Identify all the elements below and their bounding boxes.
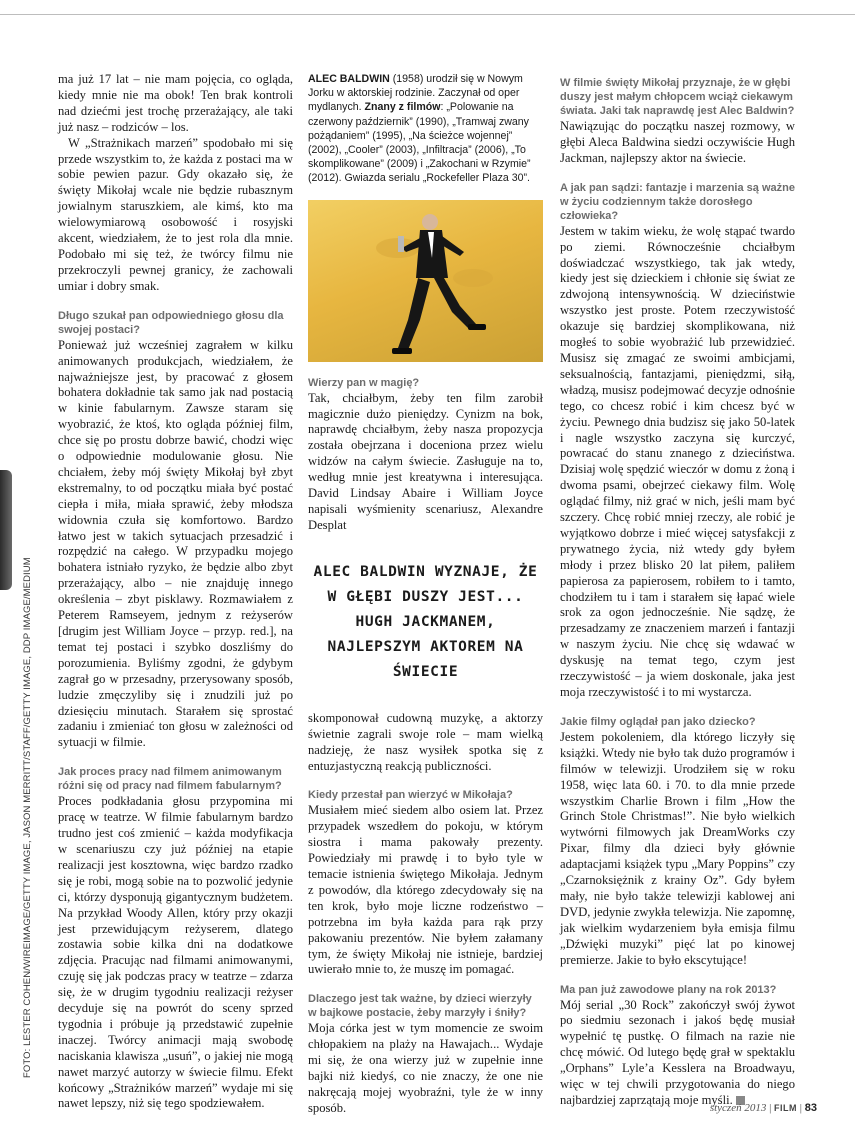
edge-photo-fragment (0, 470, 12, 590)
award-photo (308, 200, 543, 362)
col2-question-2: Kiedy przestał pan wierzyć w Mikołaja? (308, 789, 513, 802)
page-footer (710, 1102, 817, 1114)
col2-answer-1-continued: skomponował cudowną muzykę, a aktorzy świetnie zagrali swoje role – mam wielką nadzieję, że nasz wysiłek spotka się z entuzjastyczną reakcją publiczności. (308, 710, 543, 773)
col2-question-1: Wierzy pan w magię? (308, 376, 420, 389)
col1-paragraph-2: W „Strażnikach marzeń” spodobało mi się przede wszystkim to, że każda z postaci ma w sobie pewien pazur. Gdy okazało się, że święty Mikołaj wcale nie będzie rubasznym jowialnym staruszkiem, ale kimś, kto ma wielowymiarową osobowość i rosyjski akcent, wiedziałem, że to jest rola dla mnie. Podobało mi się też, że twórcy filmu nie przekroczyli pewnej granicy, że zachowali umiar i dobry smak. (58, 135, 293, 293)
col3-answer-1: Nawiązując do początku naszej rozmowy, w głębi Aleca Baldwina siedzi oczywiście Hugh Jackman, najlepszy aktor na świecie. (560, 119, 795, 165)
pull-quote: ALEC BALDWIN WYZNAJE, ŻE W GŁĘBI DUSZY JEST... HUGH JACKMANEM, NAJLEPSZYM AKTOREM NA ŚWIECIE (313, 563, 538, 680)
col2-question-3: Dlaczego jest tak ważne, by dzieci wierzyły w bajkowe postacie, żeby marzyły i śniły? (308, 993, 532, 1020)
bio-box (308, 72, 543, 186)
col1-answer-1: Ponieważ już wcześniej zagrałem w kilku animowanych produkcjach, wiedziałem, że najważniejsze jest, by pracować z głosem bohatera dokładnie tak samo jak nad postacią w kinie fabularnym. Zawsze staram się wyobrazić, że ktoś, kto ogląda później film, chce się po prostu dobrze bawić, chodzi więc o odpowiednie modulowanie głosu. Nie chciałem, żeby mój święty Mikołaj był zbyt ekstremalny, to od początku miała być postać ciepła i miła, miała sprawić, żeby młodsza widownia czuła się komfortowo. Bardzo łatwo jest w takich sytuacjach przesadzić i rozpędzić na całego. W przypadku mojego bohatera istniało ryzyko, że będzie albo zbyt przerażający, albo – nie znajduję innego określenia – zbyt pisklawy. Rozmawiałem z Peterem Ramseyem, jednym z reżyserów [drugim jest William Joyce – przyp. red.], na temat tej postaci i szybko doszliśmy do porozumienia. Byliśmy zgodni, że gdybym zagrał go w przesadny, przerysowany sposób, ludzie zmęczyliby się i znudzili już po dziesięciu minutach. Starałem się sprostać zadaniu i zmieniać ton głosu w zależności od sytuacji w filmie. (58, 337, 293, 750)
footer-issue-date: styczeń 2013 (709, 1102, 767, 1114)
col1-paragraph-1: ma już 17 lat – nie mam pojęcia, co ogląda, kiedy mnie nie ma obok! Ten brak kontroli nad dziećmi jest trochę przerażający, ale taki już nasz – rodziców – los. (58, 72, 293, 134)
col3-answer-4 (560, 998, 795, 1109)
col2-answer-3: Moja córka jest w tym momencie ze swoim chłopakiem na plaży na Hawajach... Wydaje mi się, że ona wierzy już w zupełnie inne bajki niż kiedyś, co nie znaczy, że one nie nakręcają mojej wyobraźni, tyle że w inny sposób. (308, 1021, 543, 1115)
bio-filmography: : „Polowanie na czerwony październik” (1990), „Tramwaj zwany pożądaniem” (1995), „Na ścieżce wojennej” (2002), „Cooler” (2003), „Infiltracja” (2006), „To skomplikowane” (2009) i „Zakochani w Rzymie” (2012). Gwiazda serialu „Rockefeller Plaza 30”. (308, 101, 531, 185)
top-rule (0, 14, 855, 15)
col3-answer-2: Jestem w takim wieku, że wolę stąpać twardo po ziemi. Równocześnie chciałbym doświadczać wszystkiego, tak jak wtedy, kiedy jest się dzieckiem i chłonie się świat ze zdwojoną intensywnością. W dzieciństwie wszystko jest proste. Potem rzeczywistość okazuje się bardziej skomplikowana, niż mogłeś to sobie wyobrażić lub przewidzieć. Musisz się zmagać ze swoimi ambicjami, seksualnością, fantazjami, pieniędzmi, siłą, władzą, musisz podejmować decyzje odnośnie tego, co chcesz robić i kim chcesz być w życiu. Pewnego dnia budzisz się jako 50-latek i nagle wszystko zaczyna się kurczyć, powracać do stanu znanego z dzieciństwa. Dzisiaj wolę spędzić wieczór w domu z żoną i dwoma psami, obejrzeć ciekawy film. Wolę oglądać filmy, niż grać w nich, jeśli mam być szczery. Chcę robić mniej rzeczy, ale robić je wyjątkowo dobrze i mieć więcej satysfakcji z prywatnego życia, niż wtedy gdy byłem młody i przez blisko 20 lat piłem, paliłem papierosa za papierosem, robiłem to i tamto, chodziłem tu i tam i starałem się łapać wiele srok za ogon jednocześnie. Nie sądzę, że przesadzamy ze znaczeniem marzeń i fantazji w naszym życiu. Nie chcę się wdawać w dyskusję na temat tego, czym jest rzeczywistość – ja wiem doskonale, jaka jest moja rzeczywistość i to mi wystarcza. (560, 223, 795, 699)
col2-answer-2: Musiałem mieć siedem albo osiem lat. Przez przypadek wszedłem do pokoju, w którym siostra i mama pakowały prezenty. Powiedziały mi prawdę i to było tyle w temacie istnienia świętego Mikołaja. Jednym z powodów, dla którego zdecydowały się na ten krok, było moje liczne rodzeństwo – potrzebna im była każda para rąk przy pakowaniu prezentów. Nie byłem załamany tym, że święty Mikołaj nie istnieje, bardziej uwierało mnie to, że muszę im pomagać. (308, 803, 543, 977)
column-3 (560, 72, 795, 1109)
footer-separator-2: | (797, 1102, 805, 1114)
footer-separator-1: | (766, 1102, 775, 1114)
col1-question-2: Jak proces pracy nad filmem animowanym różni się od pracy nad filmem fabularnym? (58, 766, 282, 793)
column-1 (58, 72, 293, 1112)
col1-answer-2: Proces podkładania głosu przypomina mi pracę w teatrze. W filmie fabularnym bardzo trudno jest coś zmienić – każda modyfikacja w scenariuszu czy już później na etapie realizacji jest kosztowna, więc bardzo rzadko się je robi, mogą sobie na to pozwolić jedynie ci, którzy dysponują gigantycznym budżetem. Na przykład Woody Allen, który przy okazji jest przewidującym reżyserem, dlatego zostawia sobie kilka dni na dodatkowe zdjęcia. Pracując nad filmami animowanymi, czuję się jak podczas pracy w teatrze – zdarza się, że w drugim tygodniu realizacji reżyser decyduje się na powrót do sceny sprzed tygodnia i próbuje ją przedstawić zupełnie inaczej. Twórcy animacji mają swobodę naciskania klawisza „usuń”, o jakiej nie mogą nawet marzyć autorzy w świecie filmu. Efekt końcowy „Strażników marzeń” wydaje mi się nawet lepszy, niż się tego spodziewałem. (58, 794, 293, 1111)
col3-answer-3: Jestem pokoleniem, dla którego liczyły się książki. Wtedy nie było tak dużo programów i filmów w telewizji. Urodziłem się w roku 1958, więc lata 60. i 70. to dla mnie przede wszystkim Charlie Brown i film „How the Grinch Stole Christmas!”. Nie było wielkich wytwórni filmowych jak DreamWorks czy Pixar, filmy dla dzieci były głównie adaptacjami książek typu „Mary Poppins” czy „Czarnoksiężnik z krainy Oz”. Gdy byłem mały, nie było także telewizji kablowej ani DVD, jedynie zwykła telewizja. Nie zapomnę, jak wielkim wydarzeniem była emisja filmu „Dźwięki muzyki” pięć lat po kinowej premierze. Jakie to było ekscytujące! (560, 729, 795, 967)
actor-with-award-photo (368, 208, 498, 360)
col3-question-3: Jakie filmy oglądał pan jako dziecko? (560, 715, 756, 728)
col2-answer-1: Tak, chciałbym, żeby ten film zarobił magicznie dużo pieniędzy. Cynizm na bok, naprawdę chciałbym, żeby nasza propozycja została obejrzana i doceniona przez wielu widzów na całym świecie. Zasługuje na to, według mnie jest kreatywna i interesująca. David Lindsay Abaire i William Joyce napisali wyśmienity scenariusz, Alexandre Desplat (308, 390, 543, 532)
photo-credit: FOTO: LESTER COHEN/WIREIMAGE/GETTY IMAGE, JASON MERRITT/STAFF/GETTY IMAGE, DDP IMAGE/MEDIUM (22, 557, 33, 1078)
col3-question-1: W filmie święty Mikołaj przyznaje, że w głębi duszy jest małym chłopcem wciąż ciekawym świata. Jaki tak naprawdę jest Alec Baldwin? (560, 77, 795, 117)
bio-intro: (1958) urodził się w Nowym Jorku w aktorskiej rodzinie. Zaczynał od oper mydlanych. (308, 73, 523, 114)
footer-magazine-name: FILM (774, 1103, 798, 1113)
column-2 (308, 72, 543, 1117)
page-number: 83 (804, 1102, 817, 1114)
col3-question-2: A jak pan sądzi: fantazje i marzenia są ważne w życiu codziennym także dorosłego człowieka? (560, 181, 795, 222)
col3-answer-4-text: Mój serial „30 Rock” zakończył swój żywot po siedmiu sezonach i jakoś będę musiał wypełnić tę pustkę. O filmach na razie nie chcę mówić. Od lutego będę grał w spektaklu „Orphans” Lyle’a Kesslera na Broadwayu, więc w tej chwili przygotowania do niego najbardziej zaprzątają moje myśli. (560, 997, 795, 1107)
col1-question-1: Długo szukał pan odpowiedniego głosu dla swojej postaci? (58, 309, 284, 336)
bio-name: ALEC BALDWIN (308, 73, 390, 85)
col3-question-4: Ma pan już zawodowe plany na rok 2013? (560, 983, 777, 996)
bio-known-label: Znany z filmów (364, 101, 441, 114)
